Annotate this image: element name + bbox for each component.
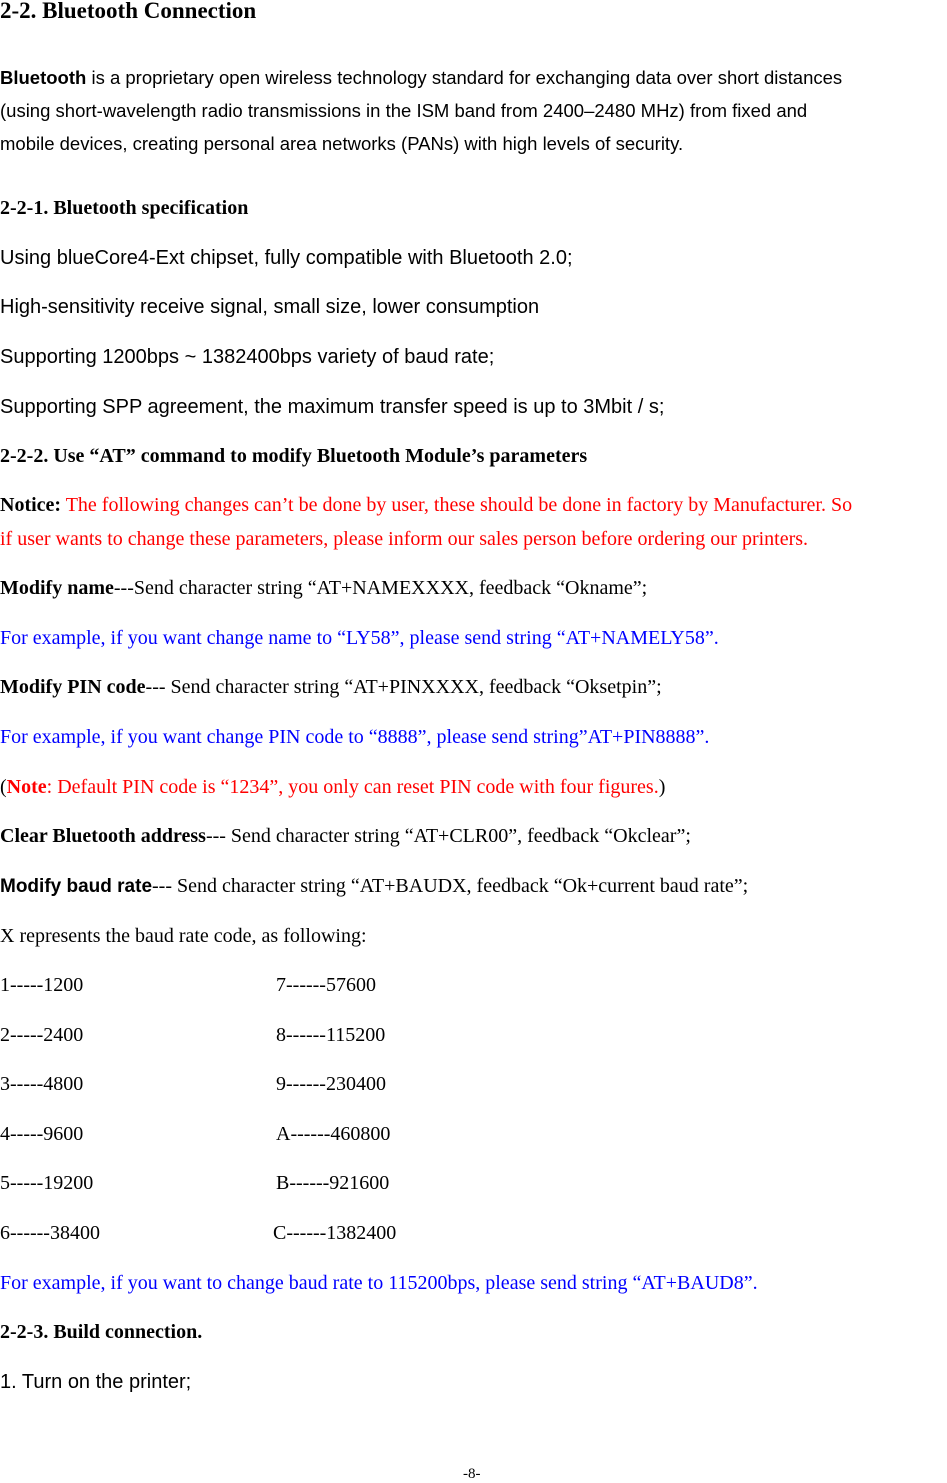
modify-pin-text: --- Send character string “AT+PINXXXX, feedback “Oksetpin”; bbox=[145, 676, 662, 698]
build-step-1: 1. Turn on the printer; bbox=[0, 1371, 192, 1393]
intro-bold-term: Bluetooth bbox=[0, 67, 87, 88]
page-number: -8- bbox=[463, 1466, 481, 1482]
intro-line-3: mobile devices, creating personal area networks (PANs) with high levels of security. bbox=[0, 133, 684, 154]
note-close-paren: ) bbox=[658, 776, 666, 798]
baud-code-left: 5-----19200 bbox=[0, 1172, 94, 1194]
modify-baud-text: --- Send character string “AT+BAUDX, feedback “Ok+current baud rate”; bbox=[152, 875, 749, 897]
baud-code-right: 9------230400 bbox=[276, 1073, 386, 1095]
baud-code-left: 6------38400 bbox=[0, 1222, 100, 1244]
intro-line-1-text: is a proprietary open wireless technology standard for exchanging data over short distances bbox=[86, 67, 843, 88]
baud-intro: X represents the baud rate code, as following: bbox=[0, 925, 367, 947]
modify-pin-line bbox=[0, 676, 662, 699]
spec-item: Supporting 1200bps ~ 1382400bps variety of baud rate; bbox=[0, 346, 495, 368]
modify-pin-example: For example, if you want change PIN code to “8888”, please send string”AT+PIN8888”. bbox=[0, 726, 710, 748]
baud-code-left: 2-----2400 bbox=[0, 1024, 84, 1046]
notice-line-1 bbox=[0, 494, 852, 517]
intro-line-1 bbox=[0, 67, 842, 88]
section-heading: 2-2. Bluetooth Connection bbox=[0, 0, 257, 23]
notice-line-2: if user wants to change these parameters, please inform our sales person before ordering our printers. bbox=[0, 528, 809, 550]
baud-code-right: 8------115200 bbox=[276, 1024, 386, 1046]
baud-code-right: C------1382400 bbox=[273, 1222, 397, 1244]
notice-label: Notice: bbox=[0, 494, 62, 516]
build-heading: 2-2-3. Build connection. bbox=[0, 1321, 203, 1343]
baud-code-right: 7------57600 bbox=[276, 974, 376, 996]
baud-example: For example, if you want to change baud rate to 115200bps, please send string “AT+BAUD8”. bbox=[0, 1272, 758, 1294]
modify-baud-label: Modify baud rate bbox=[0, 876, 153, 897]
modify-name-label: Modify name bbox=[0, 577, 114, 599]
spec-item: High-sensitivity receive signal, small size, lower consumption bbox=[0, 296, 540, 318]
baud-code-left: 1-----1200 bbox=[0, 974, 84, 996]
spec-item: Supporting SPP agreement, the maximum transfer speed is up to 3Mbit / s; bbox=[0, 396, 665, 418]
intro-line-2: (using short-wavelength radio transmissions in the ISM band from 2400–2480 MHz) from fixed and bbox=[0, 100, 808, 121]
modify-pin-label: Modify PIN code bbox=[0, 676, 146, 698]
spec-item: Using blueCore4-Ext chipset, fully compatible with Bluetooth 2.0; bbox=[0, 247, 573, 269]
note-text: : Default PIN code is “1234”, you only can reset PIN code with four figures. bbox=[46, 776, 659, 798]
modify-name-text: ---Send character string “AT+NAMEXXXX, feedback “Okname”; bbox=[113, 577, 648, 599]
baud-code-left: 3-----4800 bbox=[0, 1073, 84, 1095]
modify-name-line bbox=[0, 577, 647, 600]
modify-name-example: For example, if you want change name to “LY58”, please send string “AT+NAMELY58”. bbox=[0, 627, 719, 649]
at-heading: 2-2-2. Use “AT” command to modify Bluetooth Module’s parameters bbox=[0, 445, 588, 467]
clear-address-label: Clear Bluetooth address bbox=[0, 825, 206, 847]
baud-code-right: B------921600 bbox=[276, 1172, 390, 1194]
note-label: Note bbox=[6, 776, 47, 798]
spec-heading: 2-2-1. Bluetooth specification bbox=[0, 197, 249, 219]
baud-code-left: 4-----9600 bbox=[0, 1123, 84, 1145]
baud-code-right: A------460800 bbox=[276, 1123, 391, 1145]
notice-text-1: The following changes can’t be done by user, these should be done in factory by Manufacturer. So bbox=[61, 494, 853, 516]
note-open-paren: ( bbox=[0, 776, 7, 798]
clear-address-text: --- Send character string “AT+CLR00”, feedback “Okclear”; bbox=[205, 825, 691, 847]
clear-address-line bbox=[0, 825, 691, 848]
modify-baud-line bbox=[0, 875, 748, 898]
pin-note bbox=[0, 776, 665, 799]
